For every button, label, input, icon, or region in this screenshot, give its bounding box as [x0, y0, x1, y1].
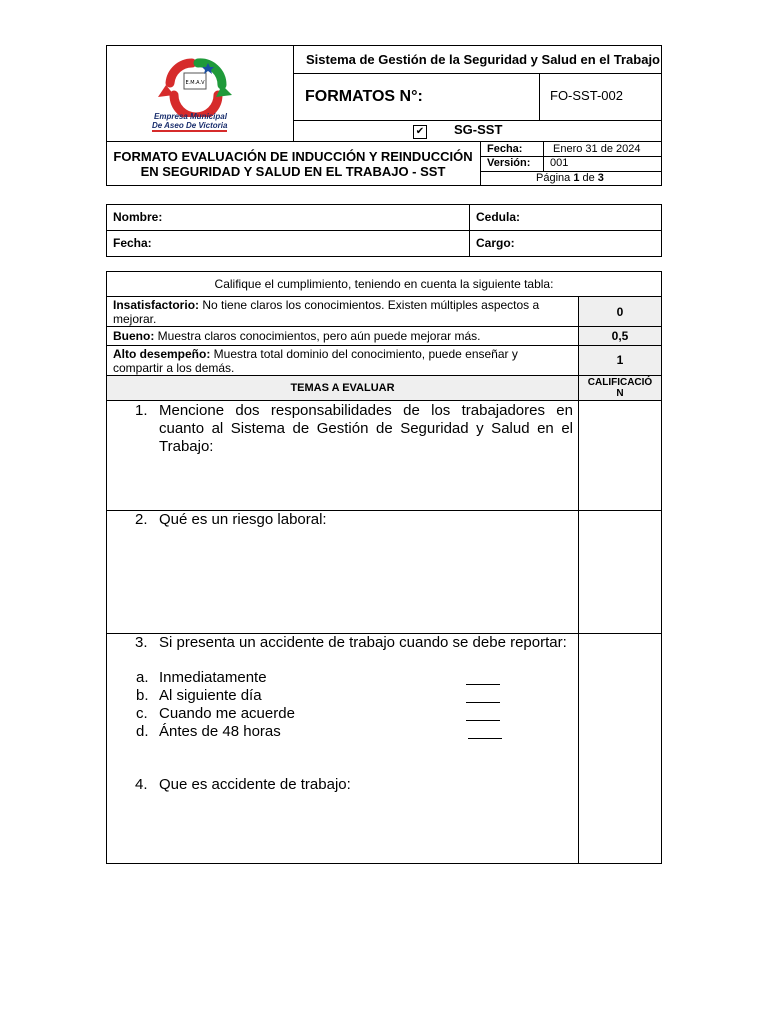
q2-number: 2.: [135, 511, 148, 528]
recycle-logo-icon: [140, 55, 250, 117]
scale-score-1: 0: [616, 305, 624, 319]
answer-blank-b[interactable]: [466, 695, 500, 703]
version-label: Versión:: [487, 157, 531, 169]
nombre-label: Nombre:: [113, 210, 163, 224]
fecha-field-label: Fecha:: [113, 236, 152, 250]
divider: [106, 400, 662, 401]
q4-text: Que es accidente de trabajo:: [159, 776, 351, 793]
system-title: Sistema de Gestión de la Seguridad y Salud en el Trabajo: [306, 52, 660, 67]
q1-line-3: Trabajo:: [159, 438, 214, 455]
fecha-label: Fecha:: [487, 143, 523, 155]
q2-text: Qué es un riesgo laboral:: [159, 511, 327, 528]
q3-option-letter-c: c.: [136, 705, 148, 722]
check-icon: ✔: [415, 126, 425, 137]
form-title-line-1: FORMATO EVALUACIÓN DE INDUCCIÓN Y REINDUCCIÓN: [113, 149, 473, 164]
q3-option-c: Cuando me acuerde: [159, 705, 295, 722]
logo-line-2: De Aseo De Victoria: [152, 121, 228, 130]
q4-number: 4.: [135, 776, 148, 793]
divider: [469, 204, 470, 257]
divider: [293, 120, 662, 121]
calif-header-line-1: CALIFICACIÓ: [587, 377, 653, 388]
answer-blank-d[interactable]: [468, 731, 502, 739]
scale-score-3: 1: [616, 353, 624, 367]
q3-option-b: Al siguiente día: [159, 687, 262, 704]
q1-number: 1.: [135, 402, 148, 419]
form-title-line-2: EN SEGURIDAD Y SALUD EN EL TRABAJO - SST: [140, 164, 446, 179]
q3-number: 3.: [135, 634, 148, 651]
calif-header-line-2: N: [616, 388, 624, 399]
divider: [293, 45, 294, 141]
svg-text:E.M.A.V: E.M.A.V: [185, 80, 205, 86]
cargo-label: Cargo:: [476, 236, 515, 250]
scale-row-2: Bueno: Muestra claros conocimientos, pero aún puede mejorar más.: [113, 329, 481, 343]
scale-row-3-line-1: Alto desempeño: Muestra total dominio del conocimiento, puede enseñar y: [113, 347, 518, 361]
divider: [480, 141, 481, 186]
divider: [543, 141, 544, 171]
sg-sst-checkbox[interactable]: [413, 125, 427, 139]
q3-option-letter-a: a.: [136, 669, 149, 686]
divider: [106, 230, 662, 231]
q3-option-letter-b: b.: [136, 687, 149, 704]
sg-sst-label: SG-SST: [454, 122, 503, 137]
divider: [106, 141, 662, 142]
q1-line-1: Mencione dos responsabilidades de los trabajadores en: [159, 402, 573, 419]
temas-header: TEMAS A EVALUAR: [290, 382, 395, 394]
q3-option-letter-d: d.: [136, 723, 149, 740]
q3-text: Si presenta un accidente de trabajo cuando se debe reportar:: [159, 634, 567, 651]
divider: [106, 326, 662, 327]
scale-row-3-line-2: compartir a los demás.: [113, 361, 235, 375]
cedula-label: Cedula:: [476, 210, 521, 224]
page-indicator: Página 1 de 3: [536, 172, 604, 184]
version-value: 001: [550, 157, 569, 169]
logo-line-1: Empresa Municipal: [154, 112, 227, 121]
q1-line-2: cuanto al Sistema de Gestión de Seguridad y Salud en el: [159, 420, 573, 437]
formatos-code: FO-SST-002: [550, 88, 623, 103]
scale-row-1-line-1: Insatisfactorio: No tiene claros los conocimientos. Existen múltiples aspectos a: [113, 298, 540, 312]
divider: [293, 73, 662, 74]
divider: [539, 73, 540, 120]
divider: [106, 345, 662, 346]
answer-blank-c[interactable]: [466, 713, 500, 721]
scale-intro: Califique el cumplimiento, teniendo en cuenta la siguiente tabla:: [214, 277, 554, 291]
formatos-label: FORMATOS N°:: [305, 88, 423, 105]
scale-row-1-line-2: mejorar.: [113, 312, 157, 326]
fecha-value: Enero 31 de 2024: [553, 143, 641, 155]
company-logo: [140, 55, 250, 137]
scale-score-2: 0,5: [611, 329, 629, 343]
answer-blank-a[interactable]: [466, 677, 500, 685]
divider: [106, 375, 662, 376]
q3-option-a: Inmediatamente: [159, 669, 267, 686]
q3-option-d: Ántes de 48 horas: [159, 723, 281, 740]
